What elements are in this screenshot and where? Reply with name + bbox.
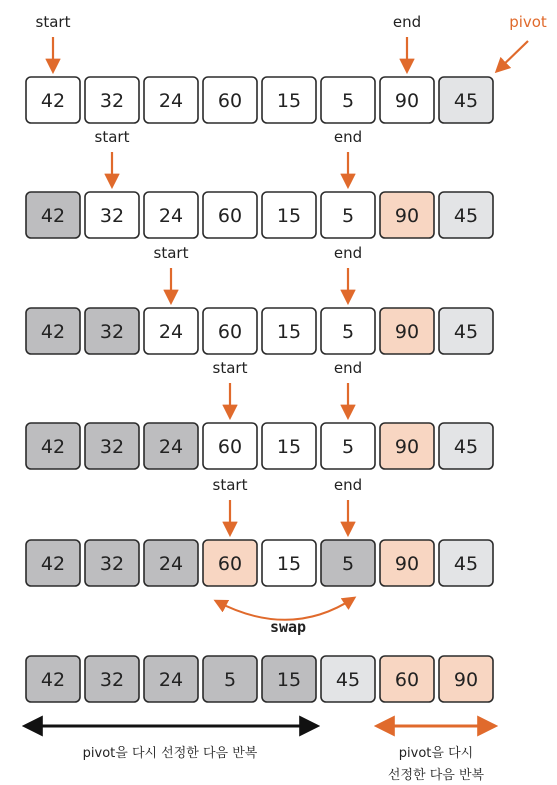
cell-value: 24 [158, 90, 184, 112]
cell-value: 32 [99, 553, 125, 575]
cell-value: 42 [40, 90, 66, 112]
array-row [26, 308, 493, 354]
cell-value: 24 [158, 205, 184, 227]
array-row [26, 423, 493, 469]
cell-value: 15 [276, 321, 302, 343]
cell-value: 42 [40, 553, 66, 575]
cell-value: 15 [276, 436, 302, 458]
cell-value: 24 [158, 436, 184, 458]
cell-value: 45 [335, 669, 361, 691]
cell-value: 45 [453, 553, 479, 575]
pivot-label: pivot [509, 13, 547, 31]
cell-value: 42 [40, 436, 66, 458]
cell-value: 42 [40, 669, 66, 691]
swap-label: swap [269, 618, 307, 636]
cell-value: 60 [217, 205, 243, 227]
cell-value: 5 [341, 553, 355, 575]
pivot-pointer-arrow [497, 41, 528, 71]
cell-value: 15 [276, 205, 302, 227]
end-label: end [333, 244, 363, 262]
cell-value: 90 [394, 436, 420, 458]
cell-value: 45 [453, 436, 479, 458]
cell-value: 90 [394, 553, 420, 575]
end-label: end [333, 476, 363, 494]
end-label: end [392, 13, 422, 31]
cell-value: 24 [158, 321, 184, 343]
cell-value: 45 [453, 90, 479, 112]
cell-value: 42 [40, 205, 66, 227]
cell-value: 45 [453, 205, 479, 227]
right-range-caption-line2: 선정한 다음 반복 [387, 768, 485, 783]
cell-value: 60 [217, 553, 243, 575]
array-row [26, 656, 493, 702]
cell-value: 60 [217, 436, 243, 458]
cell-value: 24 [158, 669, 184, 691]
right-range-caption-line1: pivot을 다시 [398, 746, 474, 761]
cell-value: 32 [99, 436, 125, 458]
cell-value: 15 [276, 669, 302, 691]
cell-value: 42 [40, 321, 66, 343]
cell-value: 24 [158, 553, 184, 575]
array-rows [26, 77, 493, 702]
cell-value: 5 [341, 205, 355, 227]
cell-value: 5 [341, 321, 355, 343]
start-label: start [94, 128, 130, 146]
array-row [26, 77, 493, 123]
cell-value: 60 [394, 669, 420, 691]
cell-value: 90 [394, 205, 420, 227]
cell-value: 5 [341, 90, 355, 112]
cell-value: 5 [223, 669, 237, 691]
start-label: start [212, 359, 248, 377]
cell-value: 90 [394, 90, 420, 112]
cell-value: 15 [276, 553, 302, 575]
end-label: end [333, 359, 363, 377]
cell-value: 15 [276, 90, 302, 112]
cell-value: 32 [99, 90, 125, 112]
cell-value: 90 [453, 669, 479, 691]
cell-value: 45 [453, 321, 479, 343]
cell-value: 32 [99, 205, 125, 227]
left-range-caption: pivot을 다시 선정한 다음 반복 [82, 746, 258, 761]
start-label: start [35, 13, 71, 31]
start-label: start [153, 244, 189, 262]
array-row [26, 192, 493, 238]
cell-value: 5 [341, 436, 355, 458]
end-label: end [333, 128, 363, 146]
cell-value: 90 [394, 321, 420, 343]
cell-value: 60 [217, 90, 243, 112]
cell-value: 32 [99, 321, 125, 343]
array-row [26, 540, 493, 586]
swap-arc [216, 598, 354, 620]
start-label: start [212, 476, 248, 494]
cell-value: 60 [217, 321, 243, 343]
cell-value: 32 [99, 669, 125, 691]
